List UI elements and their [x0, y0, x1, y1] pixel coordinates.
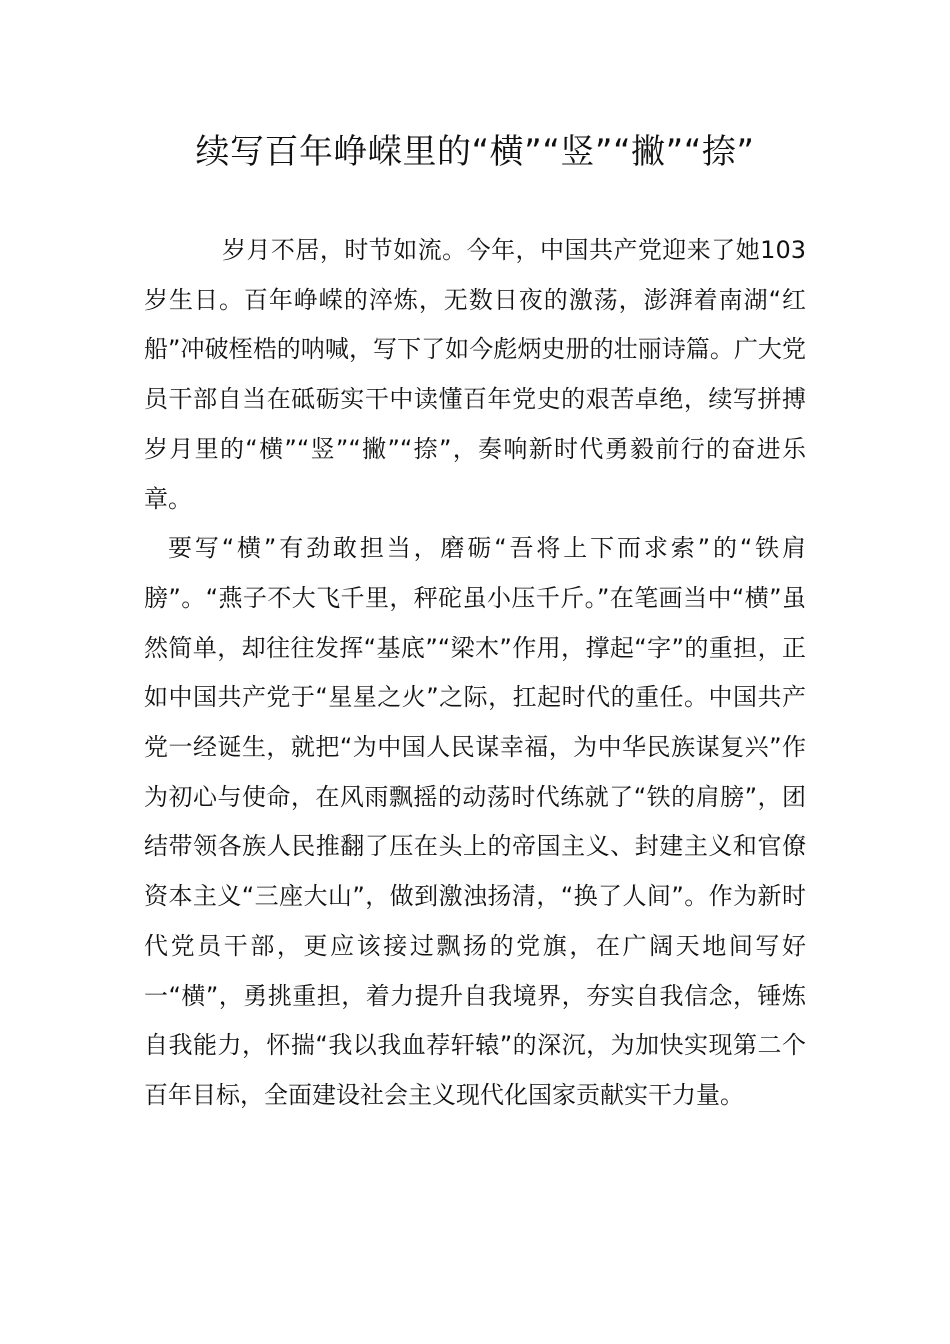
- paragraph-intro: 岁月不居，时节如流。今年，中国共产党迎来了她103岁生日。百年峥嵘的淬炼，无数日夜的激荡，澎湃着南湖“红船”冲破桎梏的呐喊，写下了如今彪炳史册的壮丽诗篇。广大党员干部自当在砥砺实干中读懂百年党史的艰苦卓绝，续写拼搏岁月里的“横”“竖”“撇”“捺”，奏响新时代勇毅前行的奋进乐章。: [144, 236, 806, 513]
- document-body: [144, 226, 806, 1121]
- paragraph-heng: 要写“横”有劲敢担当，磨砺“吾将上下而求索”的“铁肩膀”。“燕子不大飞千里，秤砣虽小压千斤。”在笔画当中“横”虽然简单，却往往发挥“基底”“梁木”作用，撑起“字”的重担，正如中国共产党于“星星之火”之际，扛起时代的重任。中国共产党一经诞生，就把“为中国人民谋幸福，为中华民族谋复兴”作为初心与使命，在风雨飘摇的动荡时代练就了“铁的肩膀”，团结带领各族人民推翻了压在头上的帝国主义、封建主义和官僚资本主义“三座大山”，做到激浊扬清，“换了人间”。作为新时代党员干部，更应该接过飘扬的党旗，在广阔天地间写好一“横”，勇挑重担，着力提升自我境界，夯实自我信念，锤炼自我能力，怀揣“我以我血荐轩辕”的深沉，为加快实现第二个百年目标，全面建设社会主义现代化国家贡献实干力量。: [144, 534, 806, 1109]
- document-title: 续写百年峥嵘里的“横”“竖”“撇”“捺”: [195, 132, 755, 172]
